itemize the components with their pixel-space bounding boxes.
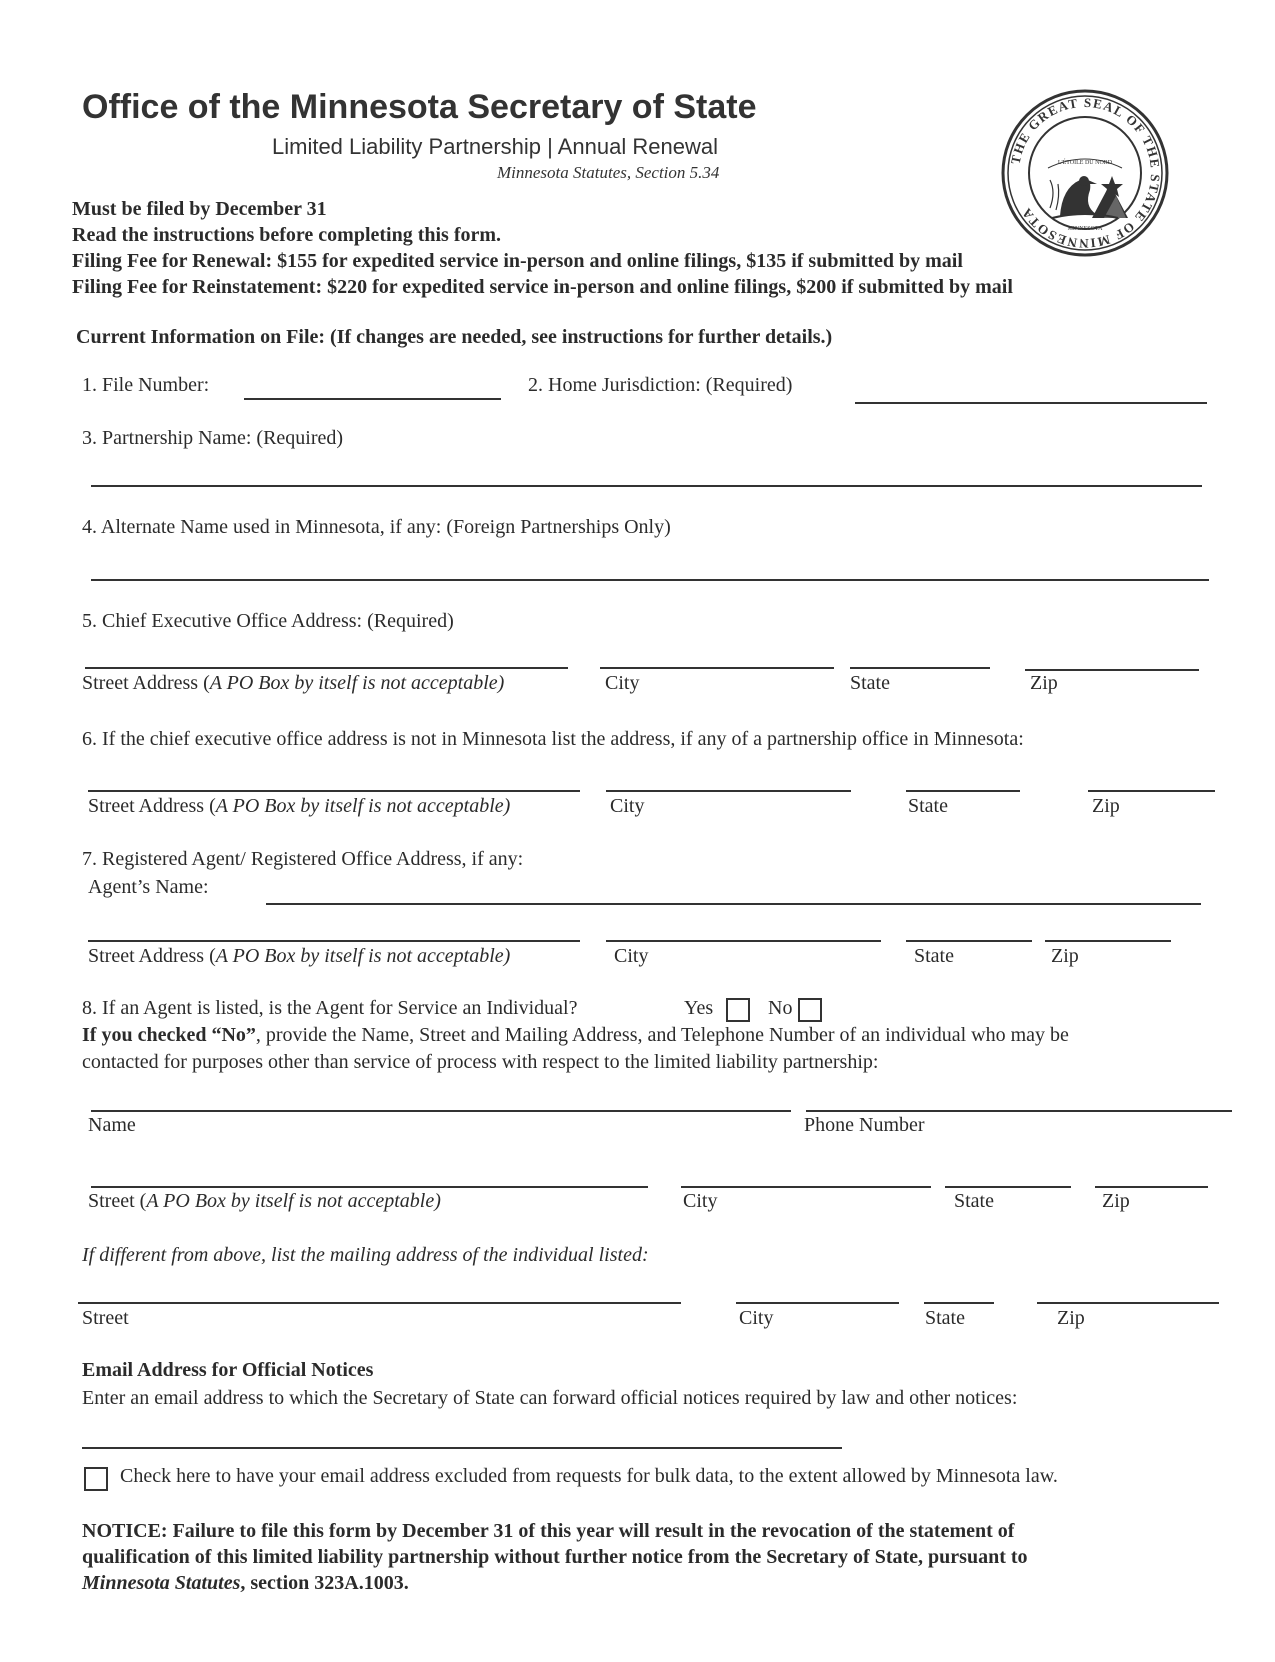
- street-label: Street: [82, 1307, 129, 1329]
- mn-office-label: 6. If the chief executive office address is not in Minnesota list the address, if any of a partnership office in Minnesota:: [82, 728, 1024, 750]
- mn-office-city-field[interactable]: [606, 790, 851, 792]
- fee-renewal: Filing Fee for Renewal: $155 for expedited service in-person and online filings, $135 if submitted by mail: [72, 250, 963, 272]
- zip-label: Zip: [1051, 945, 1079, 967]
- alternate-name-label: 4. Alternate Name used in Minnesota, if any: (Foreign Partnerships Only): [82, 516, 671, 538]
- phone-label: Phone Number: [804, 1114, 925, 1136]
- home-jurisdiction-label: 2. Home Jurisdiction: (Required): [528, 374, 793, 396]
- street-address-label: Street Address (A PO Box by itself is not acceptable): [82, 672, 505, 694]
- email-heading: Email Address for Official Notices: [82, 1359, 374, 1381]
- page-title: Office of the Minnesota Secretary of State: [82, 88, 757, 126]
- agent-individual-yes-checkbox[interactable]: [726, 998, 750, 1022]
- agent-individual-no-checkbox[interactable]: [798, 998, 822, 1022]
- state-label: State: [925, 1307, 965, 1329]
- contact-name-field[interactable]: [91, 1110, 791, 1112]
- contact-street-field[interactable]: [91, 1186, 648, 1188]
- zip-label: Zip: [1030, 672, 1058, 694]
- contact-city-field[interactable]: [681, 1186, 931, 1188]
- mn-office-zip-field[interactable]: [1088, 790, 1215, 792]
- form-subtitle: Limited Liability Partnership | Annual Renewal: [272, 134, 718, 159]
- mailing-city-field[interactable]: [736, 1302, 899, 1304]
- mailing-zip-field[interactable]: [1037, 1302, 1219, 1304]
- state-label: State: [954, 1190, 994, 1212]
- file-number-label: 1. File Number:: [82, 374, 210, 396]
- state-label: State: [850, 672, 890, 694]
- bulk-data-exclude-label: Check here to have your email address excluded from requests for bulk data, to the extent allowed by Minnesota law.: [120, 1465, 1058, 1487]
- chief-office-city-field[interactable]: [600, 667, 834, 669]
- notice-line-3: Minnesota Statutes, section 323A.1003.: [82, 1572, 409, 1594]
- agent-state-field[interactable]: [906, 940, 1032, 942]
- agent-city-field[interactable]: [606, 940, 881, 942]
- mailing-state-field[interactable]: [924, 1302, 994, 1304]
- city-label: City: [739, 1307, 774, 1329]
- bulk-data-exclude-checkbox[interactable]: [84, 1467, 108, 1491]
- zip-label: Zip: [1092, 795, 1120, 817]
- email-description: Enter an email address to which the Secretary of State can forward official notices required by law and other notices:: [82, 1387, 1018, 1409]
- street-address-label: Street Address (A PO Box by itself is not acceptable): [88, 795, 511, 817]
- agent-street-field[interactable]: [88, 940, 580, 942]
- mailing-address-note: If different from above, list the mailing address of the individual listed:: [82, 1244, 649, 1266]
- city-label: City: [614, 945, 649, 967]
- partnership-name-label: 3. Partnership Name: (Required): [82, 427, 344, 449]
- seal-ring-text: THE GREAT SEAL OF THE STATE OF MINNESOTA: [1007, 94, 1164, 252]
- home-jurisdiction-field[interactable]: [855, 402, 1207, 404]
- chief-office-state-field[interactable]: [850, 667, 990, 669]
- contact-state-field[interactable]: [945, 1186, 1071, 1188]
- chief-office-street-field[interactable]: [85, 667, 568, 669]
- registered-agent-label: 7. Registered Agent/ Registered Office Address, if any:: [82, 848, 524, 870]
- file-number-field[interactable]: [244, 398, 501, 400]
- partnership-name-field[interactable]: [91, 485, 1202, 487]
- zip-label: Zip: [1102, 1190, 1130, 1212]
- current-info-heading: Current Information on File: (If changes are needed, see instructions for further details.): [76, 326, 833, 348]
- agents-name-label: Agent’s Name:: [88, 876, 209, 898]
- agent-individual-question: 8. If an Agent is listed, is the Agent for Service an Individual?: [82, 997, 578, 1019]
- notice-line-1: NOTICE: Failure to file this form by December 31 of this year will result in the revocation of the statement of: [82, 1520, 1015, 1542]
- chief-office-label: 5. Chief Executive Office Address: (Required): [82, 610, 454, 632]
- if-no-instructions: If you checked “No”, provide the Name, Street and Mailing Address, and Telephone Number of an individual who may be: [82, 1024, 1069, 1046]
- notice-line-2: qualification of this limited liability partnership without further notice from the Secretary of State, pursuant to: [82, 1546, 1028, 1568]
- state-seal-icon: [1000, 88, 1170, 258]
- street-address-label: Street Address (A PO Box by itself is not acceptable): [88, 945, 511, 967]
- name-label: Name: [88, 1114, 136, 1136]
- if-no-instructions-continued: contacted for purposes other than service of process with respect to the limited liability partnership:: [82, 1051, 879, 1073]
- chief-office-zip-field[interactable]: [1025, 669, 1199, 671]
- contact-phone-field[interactable]: [806, 1110, 1232, 1112]
- read-instructions: Read the instructions before completing this form.: [72, 224, 502, 246]
- email-field[interactable]: [82, 1447, 842, 1449]
- zip-label: Zip: [1057, 1307, 1085, 1329]
- contact-zip-field[interactable]: [1095, 1186, 1208, 1188]
- street-label: Street (A PO Box by itself is not acceptable): [88, 1190, 441, 1212]
- mn-office-state-field[interactable]: [906, 790, 1020, 792]
- city-label: City: [683, 1190, 718, 1212]
- filing-deadline: Must be filed by December 31: [72, 198, 327, 220]
- mailing-street-field[interactable]: [78, 1302, 681, 1304]
- alternate-name-field[interactable]: [91, 579, 1209, 581]
- yes-label: Yes: [684, 997, 714, 1019]
- seal-motto: L'ÉTOILE DU NORD: [1057, 160, 1113, 166]
- city-label: City: [605, 672, 640, 694]
- state-label: State: [908, 795, 948, 817]
- mn-office-street-field[interactable]: [88, 790, 580, 792]
- statute-reference: Minnesota Statutes, Section 5.34: [497, 163, 720, 182]
- seal-banner-text: MINNESOTA: [1067, 226, 1103, 232]
- agents-name-field[interactable]: [266, 903, 1201, 905]
- fee-reinstatement: Filing Fee for Reinstatement: $220 for expedited service in-person and online filings, $200 if submitted by mail: [72, 276, 1013, 298]
- agent-zip-field[interactable]: [1045, 940, 1171, 942]
- city-label: City: [610, 795, 645, 817]
- no-label: No: [768, 997, 793, 1019]
- state-label: State: [914, 945, 954, 967]
